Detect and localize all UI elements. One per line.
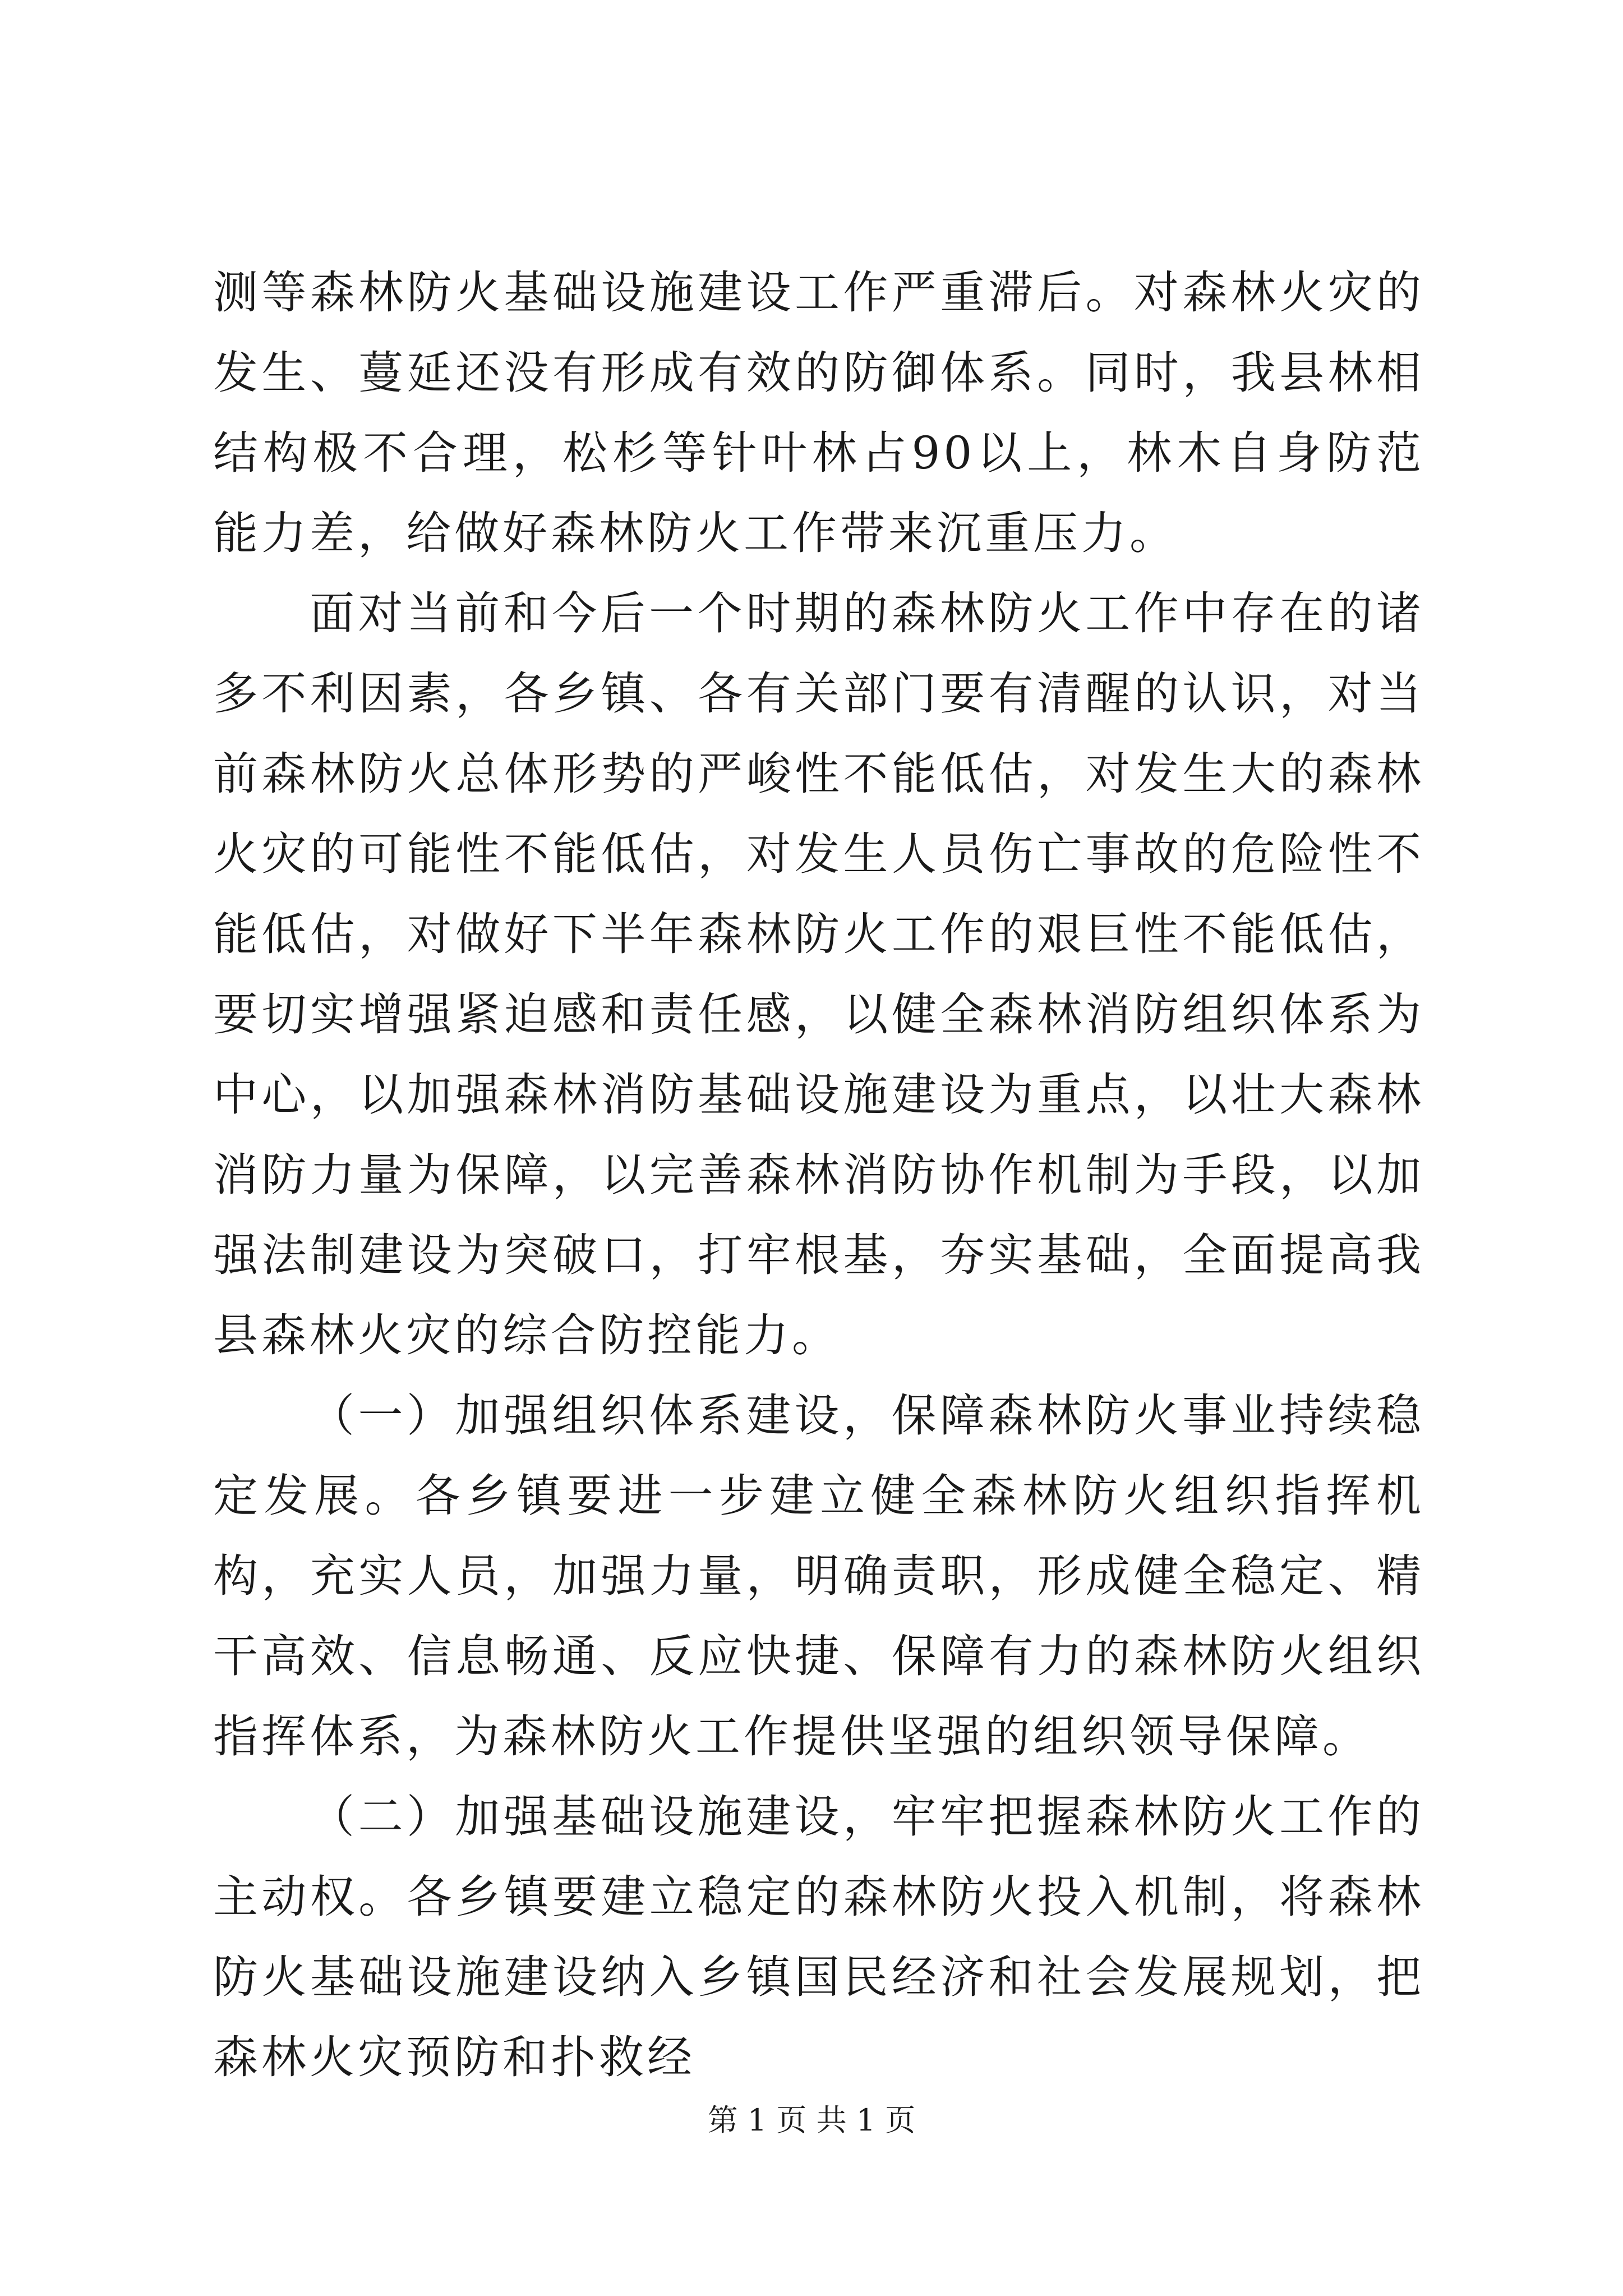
- paragraph-continued: 测等森林防火基础设施建设工作严重滞后。对森林火灾的发生、蔓延还没有形成有效的防御体系。同时，我县林相结构极不合理，松杉等针叶林占90以上，林木自身防范能力差，给做好森林防火工作带来沉重压力。: [213, 266, 1424, 559]
- paragraph-situation-analysis: 面对当前和今后一个时期的森林防火工作中存在的诸多不利因素，各乡镇、各有关部门要有清醒的认识，对当前森林防火总体形势的严峻性不能低估，对发生大的森林火灾的可能性不能低估，对发生人员伤亡事故的危险性不能低估，对做好下半年森林防火工作的艰巨性不能低估，要切实增强紧迫感和责任感，以健全森林消防组织体系为中心，以加强森林消防基础设施建设为重点，以壮大森林消防力量为保障，以完善森林消防协作机制为手段，以加强法制建设为突破口，打牢根基，夯实基础，全面提高我县森林火灾的综合防控能力。: [213, 587, 1424, 1361]
- document-body: [213, 252, 1424, 2097]
- paragraph-organization-system: （一）加强组织体系建设，保障森林防火事业持续稳定发展。各乡镇要进一步建立健全森林防火组织指挥机构，充实人员，加强力量，明确责职，形成健全稳定、精干高效、信息畅通、反应快捷、保障有力的森林防火组织指挥体系，为森林防火工作提供坚强的组织领导保障。: [213, 1389, 1424, 1763]
- page-footer: [0, 2101, 1623, 2140]
- paragraph-infrastructure: （二）加强基础设施建设，牢牢把握森林防火工作的主动权。各乡镇要建立稳定的森林防火投入机制，将森林防火基础设施建设纳入乡镇国民经济和社会发展规划，把森林火灾预防和扑救经: [213, 1791, 1424, 2083]
- page-number-label: 第 1 页 共 1 页: [707, 2102, 916, 2138]
